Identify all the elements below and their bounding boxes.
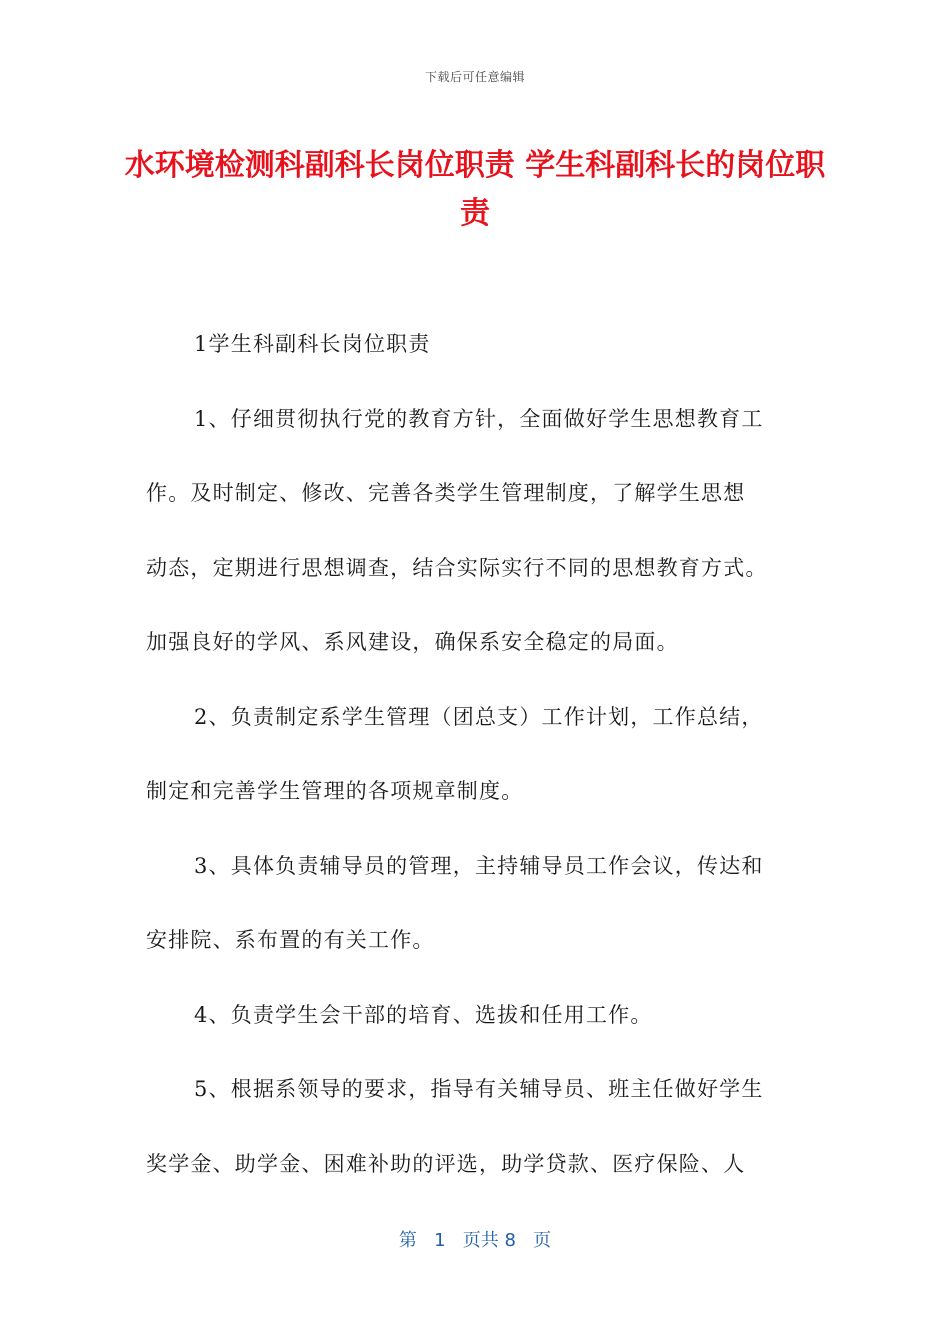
paragraph-line: 奖学金、助学金、困难补助的评选，助学贷款、医疗保险、人 <box>146 1151 746 1176</box>
current-page-number: 1 <box>434 1230 446 1251</box>
paragraph-line: 1、仔细贯彻执行党的教育方针，全面做好学生思想教育工 <box>194 406 764 431</box>
paragraph-line: 作。及时制定、修改、完善各类学生管理制度，了解学生思想 <box>146 481 746 505</box>
paragraph-line: 2、负责制定系学生管理（团总支）工作计划，工作总结， <box>194 704 764 729</box>
paragraph-line: 1学生科副科长岗位职责 <box>194 332 431 356</box>
footer-suffix: 页 <box>533 1230 552 1251</box>
paragraph-line: 3、具体负责辅导员的管理，主持辅导员工作会议，传达和 <box>194 853 764 878</box>
footer-middle: 页共 <box>462 1230 499 1251</box>
paragraph-line: 动态，定期进行思想调查，结合实际实行不同的思想教育方式。 <box>146 555 768 580</box>
document-body <box>146 320 806 1214</box>
paragraph-line: 加强良好的学风、系风建设，确保系安全稳定的局面。 <box>146 630 679 654</box>
total-pages-number: 8 <box>504 1230 516 1251</box>
paragraph-line: 制定和完善学生管理的各项规章制度。 <box>146 779 524 803</box>
paragraph-line: 安排院、系布置的有关工作。 <box>146 928 435 952</box>
page-footer <box>0 1226 950 1252</box>
header-note: 下载后可任意编辑 <box>424 70 525 84</box>
paragraph-line: 5、根据系领导的要求，指导有关辅导员、班主任做好学生 <box>194 1077 764 1101</box>
paragraph-line: 4、负责学生会干部的培育、选拔和任用工作。 <box>194 1002 653 1027</box>
document-title: 水环境检测科副科长岗位职责 学生科副科长的岗位职责 <box>124 148 826 231</box>
footer-prefix: 第 <box>398 1230 417 1251</box>
